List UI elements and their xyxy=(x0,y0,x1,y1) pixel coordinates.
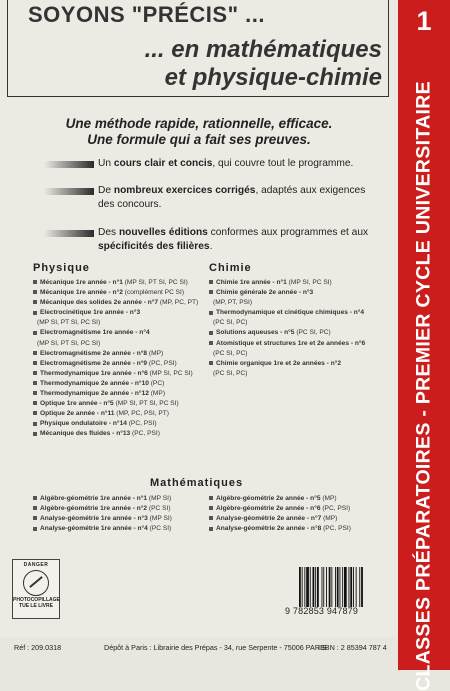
barcode xyxy=(299,567,387,607)
barcode-bar xyxy=(335,567,336,607)
item-classes: (MP) xyxy=(320,495,337,502)
square-bullet-icon xyxy=(209,290,213,294)
square-bullet-icon xyxy=(33,331,37,335)
item-classes: (PC SI, PC) xyxy=(294,329,331,337)
item-title: Mécanique 1re année - n°1 xyxy=(40,279,123,286)
list-item xyxy=(33,288,198,298)
barcode-bar xyxy=(359,567,360,607)
item-classes: (MP) xyxy=(147,349,164,357)
item-title: Chimie 1re année - n°1 xyxy=(216,279,287,286)
barcode-bar xyxy=(329,567,331,607)
list-item xyxy=(33,409,198,419)
bullet-bar xyxy=(44,161,94,168)
item-classes: (MP SI, PT SI, PC SI) xyxy=(37,319,101,327)
square-bullet-icon xyxy=(33,300,37,304)
list-item xyxy=(33,514,172,524)
barcode-bar xyxy=(317,567,319,607)
list-item xyxy=(209,288,365,298)
feature-bullet: Des nouvelles éditions conformes aux programmes et aux spécificités des filières. xyxy=(44,226,384,253)
item-title: Electrocinétique 1re année - n°3 xyxy=(40,309,141,317)
item-title: Solutions aqueuses - n°5 xyxy=(216,329,295,337)
item-classes: (MP SI, PC SI) xyxy=(147,369,193,377)
square-bullet-icon xyxy=(33,371,37,375)
square-bullet-icon xyxy=(209,331,213,335)
list-item xyxy=(33,494,172,504)
square-bullet-icon xyxy=(33,361,37,365)
title-line-2: ... en mathématiques xyxy=(144,36,382,63)
bullet-bar xyxy=(44,188,94,195)
item-title: Algèbre-géométrie 1re année - n°2 xyxy=(40,505,148,513)
barcode-bar xyxy=(310,567,311,607)
item-classes: (MP, PC, PT) xyxy=(158,299,199,307)
feature-bullet: De nombreux exercices corrigés, adaptés aux exigences des concours. xyxy=(44,184,384,211)
item-classes: (MP SI, PT SI, PC SI) xyxy=(122,279,188,286)
barcode-bar xyxy=(344,567,347,607)
chimie-list xyxy=(209,278,365,379)
square-bullet-icon xyxy=(209,361,213,365)
square-bullet-icon xyxy=(209,311,213,315)
square-bullet-icon xyxy=(33,290,37,294)
physique-list xyxy=(33,278,198,440)
list-item xyxy=(33,349,198,359)
item-title: Analyse-géométrie 1re année - n°3 xyxy=(40,515,148,523)
barcode-bar xyxy=(356,567,357,607)
square-bullet-icon xyxy=(33,280,37,284)
item-classes: (PC SI) xyxy=(147,525,172,533)
item-classes: (PC, PSI) xyxy=(147,359,177,367)
item-classes: (MP, PT, PSI) xyxy=(213,299,253,307)
item-classes: (MP SI, PC SI) xyxy=(286,279,332,286)
item-classes: (PC, PSI) xyxy=(130,430,160,438)
item-title: Algèbre-géométrie 1re année - n°1 xyxy=(40,495,148,502)
item-classes: (MP) xyxy=(321,515,338,523)
item-title: Optique 1re année - n°5 xyxy=(40,400,114,408)
item-title: Thermodynamique 2e année - n°10 xyxy=(40,379,149,387)
list-item xyxy=(209,298,365,308)
list-item xyxy=(209,359,365,369)
maths-list-right xyxy=(209,494,351,534)
footer-ref: Réf : 209.0318 xyxy=(14,643,62,652)
maths-heading: Mathématiques xyxy=(150,477,244,489)
barcode-bar xyxy=(342,567,343,607)
square-bullet-icon xyxy=(33,351,37,355)
item-classes: (PC) xyxy=(148,379,165,387)
item-classes: (PC SI, PC) xyxy=(213,319,248,327)
list-item xyxy=(209,318,365,328)
barcode-bar xyxy=(353,567,354,607)
feature-bullet: Un cours clair et concis, qui couvre tout le programme. xyxy=(44,157,384,171)
list-item xyxy=(33,399,198,409)
list-item xyxy=(209,524,351,534)
list-item xyxy=(33,389,198,399)
barcode-number: 9 782853 947879 xyxy=(285,606,359,616)
square-bullet-icon xyxy=(33,516,37,520)
item-classes: (PC SI, PC) xyxy=(213,349,248,357)
item-title: Optique 2e année - n°11 xyxy=(40,410,115,418)
item-classes: (MP SI, PT SI, PC SI) xyxy=(113,400,179,408)
item-title: Thermodynamique 1re année - n°6 xyxy=(40,369,148,377)
list-item xyxy=(209,349,365,359)
item-title: Electromagnétisme 2e année - n°9 xyxy=(40,359,148,367)
barcode-bar xyxy=(349,567,350,607)
item-classes: (PC, PSI) xyxy=(320,505,351,513)
slogan-line-2: Une formule qui a fait ses preuves. xyxy=(87,132,311,147)
list-item xyxy=(209,494,351,504)
item-classes: (MP SI) xyxy=(147,495,172,502)
item-classes: (MP, PC, PSI, PT) xyxy=(114,410,169,418)
square-bullet-icon xyxy=(33,506,37,510)
square-bullet-icon xyxy=(209,516,213,520)
list-item xyxy=(33,419,198,429)
item-title: Analyse-géométrie 2e année - n°8 xyxy=(216,525,322,533)
barcode-bar xyxy=(331,567,332,607)
square-bullet-icon xyxy=(33,432,37,436)
item-title: Chimie organique 1re et 2e années - n°2 xyxy=(216,359,342,367)
barcode-bar xyxy=(304,567,305,607)
barcode-bar xyxy=(313,567,315,607)
item-title: Thermodynamique 2e année - n°12 xyxy=(40,390,149,398)
list-item xyxy=(33,429,198,439)
list-item xyxy=(209,504,351,514)
item-title: Analyse-géométrie 2e année - n°7 xyxy=(216,515,322,523)
square-bullet-icon xyxy=(33,391,37,395)
item-classes: (PC SI) xyxy=(147,505,171,513)
barcode-bar xyxy=(322,567,323,607)
item-title: Chimie générale 2e année - n°3 xyxy=(216,289,314,297)
item-title: Electromagnétisme 2e année - n°8 xyxy=(40,349,148,357)
slogan xyxy=(0,116,398,148)
barcode-bar xyxy=(315,567,316,607)
item-title: Atomistique et structures 1re et 2e années - n°6 xyxy=(216,339,366,347)
list-item xyxy=(33,298,198,308)
square-bullet-icon xyxy=(33,422,37,426)
footer-isbn: ISBN : 2 85394 787 4 xyxy=(318,643,387,652)
barcode-bar xyxy=(350,567,352,607)
barcode-bar xyxy=(302,567,303,607)
side-band-text: CLASSES PRÉPARATOIRES - PREMIER CYCLE UNIVERSITAIRE xyxy=(412,81,435,691)
item-title: Mécanique des fluides - n°13 xyxy=(40,430,131,438)
title-line-1: SOYONS "PRÉCIS" ... xyxy=(28,2,265,27)
item-classes: (PC, PSI) xyxy=(126,420,157,428)
list-item xyxy=(209,514,351,524)
barcode-bar xyxy=(361,567,363,607)
item-classes: (PC SI, PC) xyxy=(213,369,248,377)
bullet-bar xyxy=(44,230,94,237)
item-classes: (MP SI, PT SI, PC SI) xyxy=(37,339,101,347)
item-title: Algèbre-géométrie 2e année - n°5 xyxy=(216,495,321,502)
square-bullet-icon xyxy=(33,411,37,415)
list-item xyxy=(209,369,365,379)
barcode-bar xyxy=(306,567,309,607)
danger-title: DANGER xyxy=(23,562,49,568)
list-item xyxy=(33,308,198,318)
item-title: Algèbre-géométrie 2e année - n°6 xyxy=(216,505,321,513)
list-item xyxy=(33,278,198,288)
barcode-bar xyxy=(326,567,327,607)
square-bullet-icon xyxy=(33,401,37,405)
danger-line-1: PHOTOCOPILLAGE xyxy=(13,597,60,603)
chimie-heading: Chimie xyxy=(209,262,252,274)
list-item xyxy=(209,339,365,349)
maths-list-left xyxy=(33,494,172,534)
list-item xyxy=(33,339,198,349)
footer-depot: Dépôt à Paris : Librairie des Prépas - 34, rue Serpente - 75006 PARIS xyxy=(104,643,327,652)
list-item xyxy=(33,379,198,389)
item-title: Thermodynamique et cinétique chimiques - n°4 xyxy=(216,309,365,317)
volume-number: 1 xyxy=(416,6,432,36)
barcode-bar xyxy=(299,567,301,607)
item-title: Physique ondulatoire - n°14 xyxy=(40,420,127,428)
square-bullet-icon xyxy=(33,381,37,385)
item-title: Mécanique 1re année - n°2 xyxy=(40,289,123,297)
list-item xyxy=(33,328,198,338)
square-bullet-icon xyxy=(33,311,37,315)
square-bullet-icon xyxy=(209,496,213,500)
list-item xyxy=(33,504,172,514)
square-bullet-icon xyxy=(209,527,213,531)
barcode-bar xyxy=(340,567,341,607)
item-classes: (PC, PSI) xyxy=(321,525,351,533)
list-item xyxy=(33,359,198,369)
item-title: Mécanique des solides 2e année - n°7 xyxy=(40,299,159,307)
list-item xyxy=(33,524,172,534)
square-bullet-icon xyxy=(209,280,213,284)
list-item xyxy=(209,308,365,318)
physique-heading: Physique xyxy=(33,262,90,274)
item-classes: (complément PC SI) xyxy=(122,289,185,297)
list-item xyxy=(33,369,198,379)
slogan-line-1: Une méthode rapide, rationnelle, efficace. xyxy=(65,116,333,131)
square-bullet-icon xyxy=(33,496,37,500)
title-line-3: et physique-chimie xyxy=(164,64,382,91)
list-item xyxy=(209,278,365,288)
square-bullet-icon xyxy=(33,527,37,531)
item-title: Analyse-géométrie 1re année - n°4 xyxy=(40,525,148,533)
item-title: Electromagnétisme 1re année - n°4 xyxy=(40,329,150,337)
danger-photocopy-logo xyxy=(12,559,60,619)
item-classes: (MP) xyxy=(148,390,166,398)
list-item xyxy=(33,318,198,328)
square-bullet-icon xyxy=(209,506,213,510)
square-bullet-icon xyxy=(209,341,213,345)
danger-line-2: TUE LE LIVRE xyxy=(19,603,53,609)
item-classes: (MP SI) xyxy=(147,515,172,523)
barcode-bar xyxy=(323,567,324,607)
no-copy-icon xyxy=(23,570,49,596)
barcode-bar xyxy=(337,567,339,607)
list-item xyxy=(209,328,365,338)
